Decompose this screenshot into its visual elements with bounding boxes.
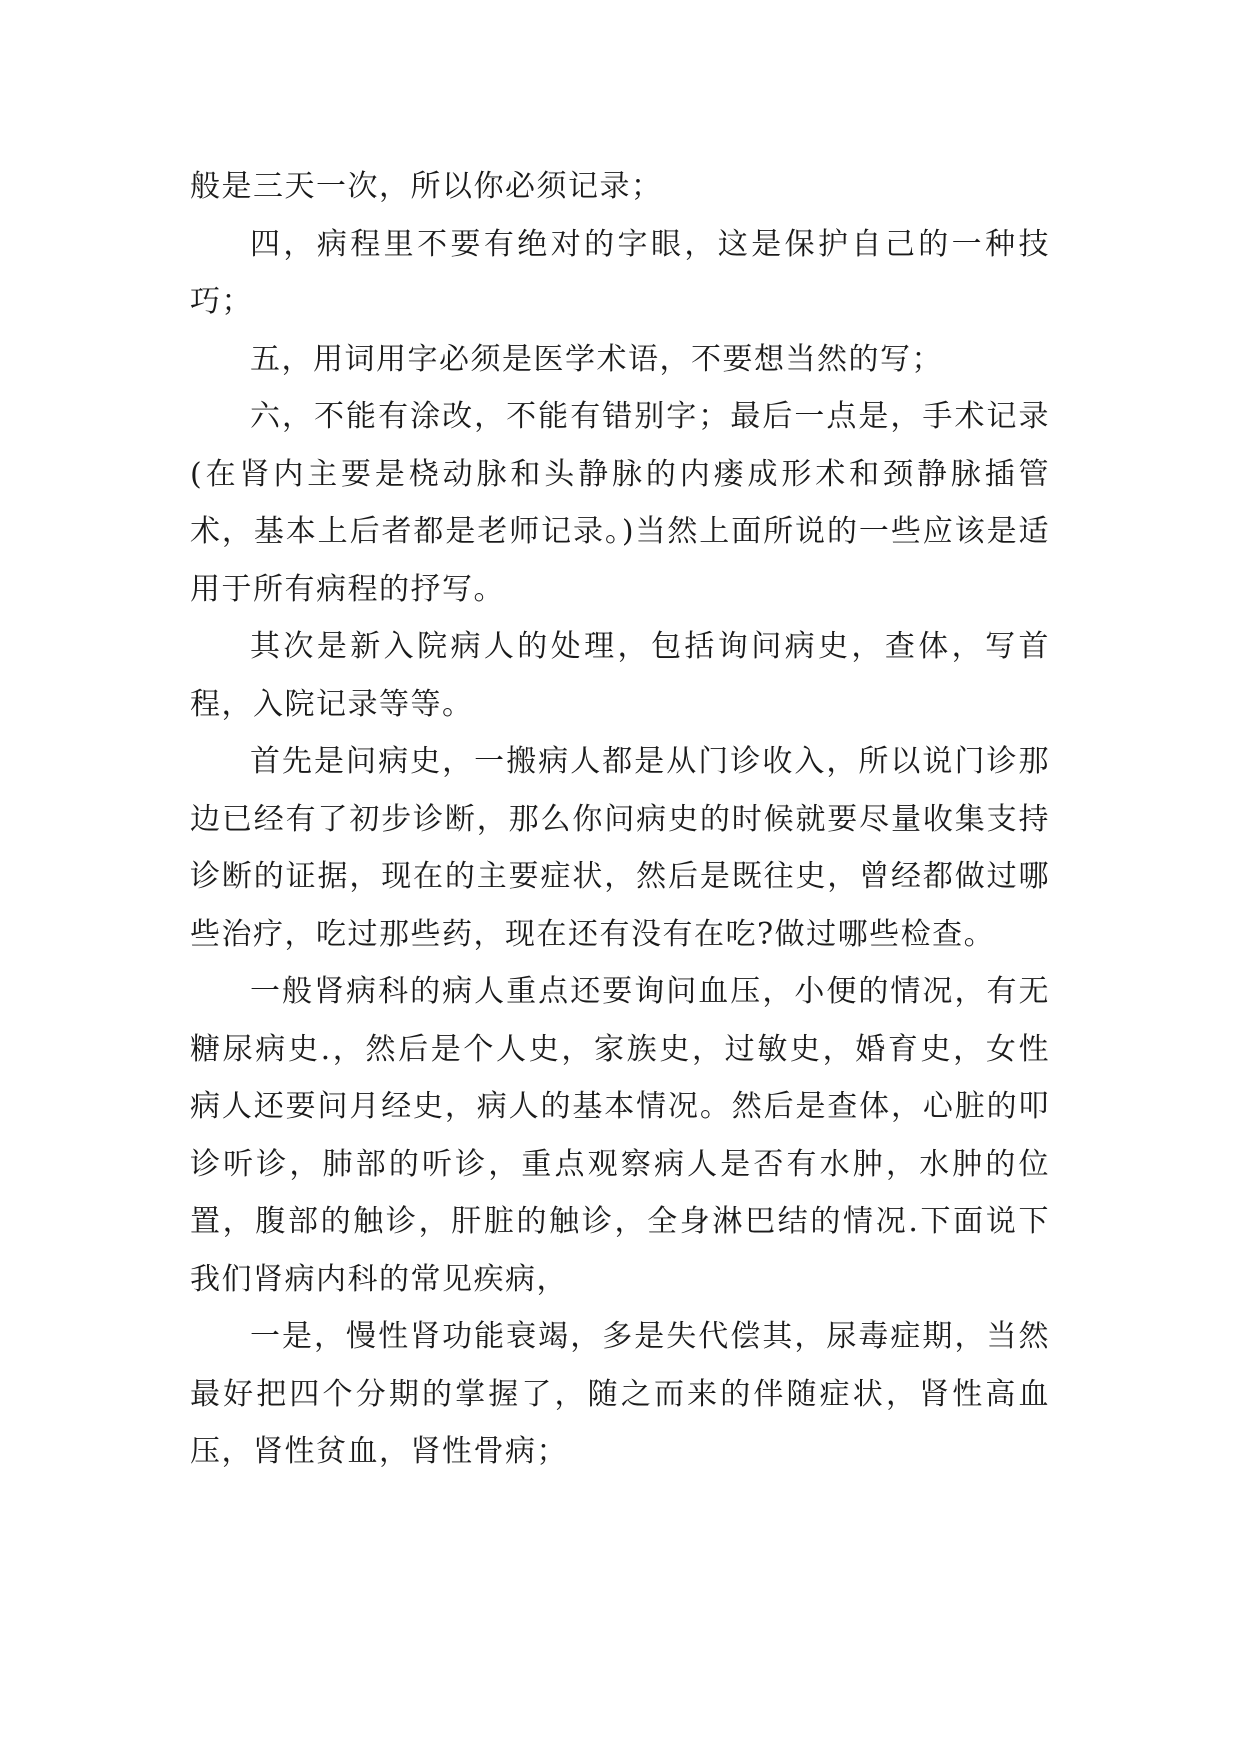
- paragraph-8: 一是，慢性肾功能衰竭，多是失代偿其，尿毒症期，当然最好把四个分期的掌握了，随之而来的伴随症状，肾性高血压，肾性贫血，肾性骨病；: [190, 1319, 1050, 1469]
- paragraph-7: 一般肾病科的病人重点还要询问血压，小便的情况，有无糖尿病史.，然后是个人史，家族史，过敏史，婚育史，女性病人还要问月经史，病人的基本情况。然后是查体，心脏的叩诊听诊，肺部的听诊，重点观察病人是否有水肿，水肿的位置，腹部的触诊，肝脏的触诊，全身淋巴结的情况.下面说下我们肾病内科的常见疾病，: [190, 974, 1050, 1297]
- paragraph-4: 六，不能有涂改，不能有错别字；最后一点是，手术记录(在肾内主要是桡动脉和头静脉的内瘘成形术和颈静脉插管术，基本上后者都是老师记录。)当然上面所说的一些应该是适用于所有病程的抒写。: [190, 399, 1050, 607]
- paragraph-6: 首先是问病史，一搬病人都是从门诊收入，所以说门诊那边已经有了初步诊断，那么你问病史的时候就要尽量收集支持诊断的证据，现在的主要症状，然后是既往史，曾经都做过哪些治疗，吃过那些药，现在还有没有在吃?做过哪些检查。: [190, 744, 1050, 952]
- document-body: [190, 158, 1050, 1481]
- paragraph-3: 五，用词用字必须是医学术语，不要想当然的写；: [250, 341, 943, 377]
- paragraph-5: 其次是新入院病人的处理，包括询问病史，查体，写首程，入院记录等等。: [190, 629, 1050, 722]
- paragraph-1: 般是三天一次，所以你必须记录；: [190, 169, 663, 204]
- paragraph-2: 四，病程里不要有绝对的字眼，这是保护自己的一种技巧；: [190, 226, 1050, 319]
